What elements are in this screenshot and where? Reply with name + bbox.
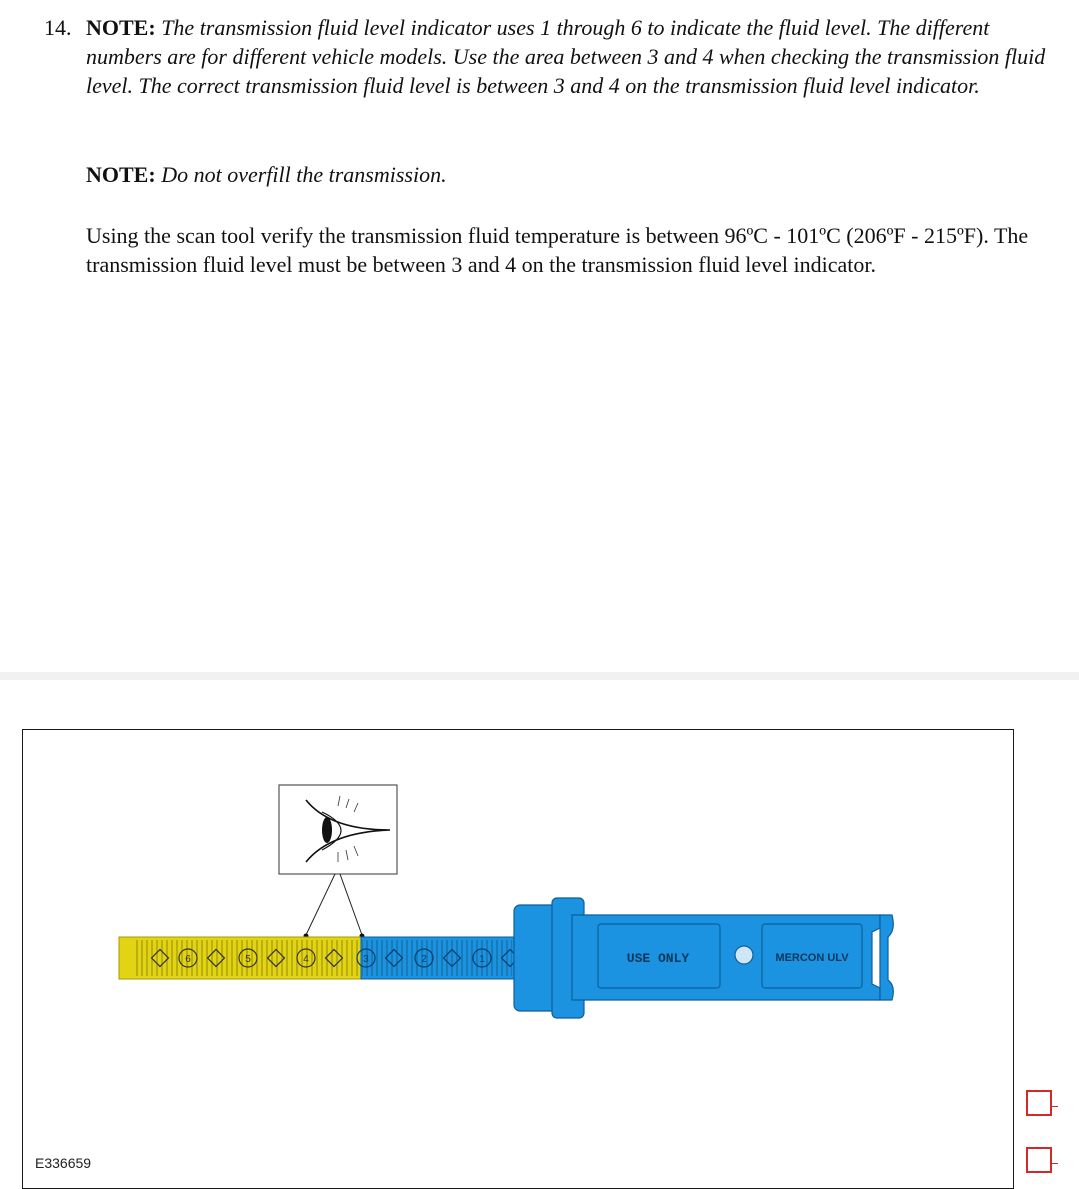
step-number: 14.: [44, 15, 72, 40]
indicator-handle: [514, 898, 893, 1018]
side-marker-box[interactable]: [1026, 1147, 1052, 1173]
scale-number: 4: [303, 954, 309, 965]
note-text: The transmission fluid level indicator uses 1 through 6 to indicate the fluid level. The different numbers are for different vehicle models. Use the area between 3 and 4 when checking the transmission fluid level. The correct transmission fluid level is between 3 and 4 on the transmission fluid level indicator.: [86, 15, 1046, 98]
eye-view-inset: [279, 785, 397, 939]
note-label: NOTE:: [86, 15, 156, 40]
scale-number: 6: [185, 954, 191, 965]
scale-number: 1: [479, 954, 485, 965]
note-label: NOTE:: [86, 162, 156, 187]
mercon-label: MERCON ULV: [775, 952, 849, 964]
use-only-label: USE ONLY: [626, 951, 690, 966]
scale-number: 3: [363, 954, 369, 965]
figure-id: E336659: [35, 1155, 92, 1171]
note-text: Do not overfill the transmission.: [161, 162, 447, 187]
instruction-paragraph: Using the scan tool verify the transmission fluid temperature is between 96ºC - 101ºC (206ºF - 215ºF). The transmission fluid level must be between 3 and 4 on the transmission fluid level indicator.: [86, 223, 1029, 277]
scale-number: 5: [245, 954, 251, 965]
side-marker-box[interactable]: [1026, 1090, 1052, 1116]
scale-number: 2: [421, 954, 427, 965]
